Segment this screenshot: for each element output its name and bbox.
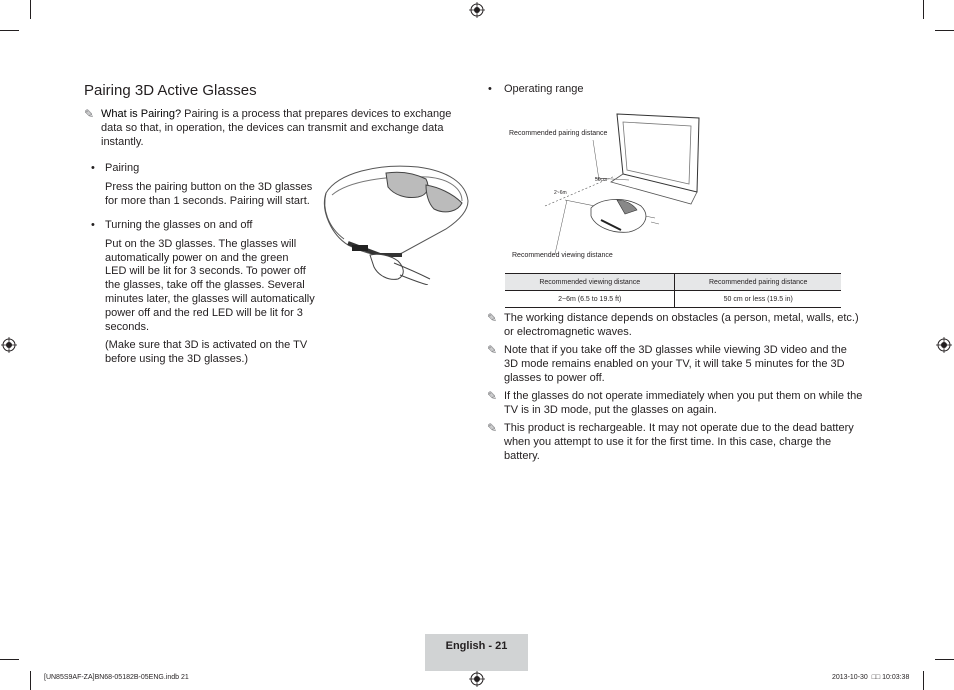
turning-line: automatically power on and the green [105,252,289,264]
table-cell: 2~6m (6.5 to 19.5 ft) [505,291,675,308]
registration-mark-icon [469,671,485,687]
note-line: or electromagnetic waves. [504,326,632,338]
turning-line: power off and the red LED will be lit for 3 [105,307,303,319]
note-line: TV is in 3D mode, put the glasses on again. [504,404,717,416]
turning-note-line: before using the 3D glasses.) [105,353,249,365]
crop-mark [30,0,31,19]
page-number-label: English - 21 [445,640,508,652]
intro-line-2: data so that, in operation, the devices can transmit and exchange data [101,122,444,134]
bullet-dot: • [91,162,95,174]
turning-line: the glasses, take off the glasses. Several [105,279,305,291]
crop-mark [0,30,19,31]
pencil-note-icon: ✎ [84,107,95,121]
turning-heading: Turning the glasses on and off [105,219,253,231]
turning-line: LED will be lit for 3 seconds. To power off [105,265,306,277]
viewing-distance-label: Recommended viewing distance [512,252,613,259]
crop-mark [935,659,954,660]
turning-line: minutes later, the glasses will automatically [105,293,315,305]
distance-long-label: 2~6m [554,190,567,196]
bullet-dot: • [488,83,492,95]
note-line: This product is rechargeable. It may not operate due to the dead battery [504,422,854,434]
intro-line-3: instantly. [101,136,144,148]
table-header-cell: Recommended pairing distance [675,274,841,291]
note-line: battery. [504,450,540,462]
pencil-note-icon: ✎ [487,343,498,357]
note-line: glasses to power off. [504,372,605,384]
table-row [505,291,841,308]
table-header-row [505,274,841,291]
crop-mark [30,671,31,690]
pairing-line: Press the pairing button on the 3D glasses [105,181,313,193]
bullet-dot: • [91,219,95,231]
turning-note-line: (Make sure that 3D is activated on the TV [105,339,308,351]
crop-mark [935,30,954,31]
crop-mark [923,671,924,690]
crop-mark [0,659,19,660]
distance-short-label: 50cm [595,177,608,183]
table-cell: 50 cm or less (19.5 in) [675,291,841,308]
pairing-distance-label: Recommended pairing distance [509,130,608,137]
note-line: If the glasses do not operate immediately when you put them on while the [504,390,863,402]
turning-line: seconds. [105,321,150,333]
print-timestamp: 2013-10-30 □□ 10:03:38 [832,674,910,681]
registration-mark-icon [936,337,952,353]
operating-heading: Operating range [504,83,584,95]
pencil-note-icon: ✎ [487,421,498,435]
intro-bold-label: What is Pairing? [101,108,182,120]
note-line: 3D mode remains enabled on your TV, it will take 5 minutes for the 3D [504,358,845,370]
page-title: Pairing 3D Active Glasses [84,82,257,99]
glasses-illustration [318,163,470,285]
note-line: Note that if you take off the 3D glasses while viewing 3D video and the [504,344,847,356]
note-line: The working distance depends on obstacles (a person, metal, walls, etc.) [504,312,859,324]
distance-table [505,273,841,308]
intro-line-1 [101,107,471,121]
registration-mark-icon [1,337,17,353]
pencil-note-icon: ✎ [487,311,498,325]
crop-mark [923,0,924,19]
pairing-heading: Pairing [105,162,140,174]
page-number-tab [425,634,528,671]
turning-line: Put on the 3D glasses. The glasses will [105,238,297,250]
note-line: when you attempt to use it for the first time. In this case, charge the [504,436,832,448]
file-info: [UN85S9AF-ZA]BN68-05182B-05ENG.indb 21 [44,674,189,681]
pairing-line: for more than 1 seconds. Pairing will start. [105,195,310,207]
pencil-note-icon: ✎ [487,389,498,403]
table-header-cell: Recommended viewing distance [505,274,675,291]
registration-mark-icon [469,2,485,18]
intro-text: Pairing is a process that prepares devices to exchange [181,108,452,120]
